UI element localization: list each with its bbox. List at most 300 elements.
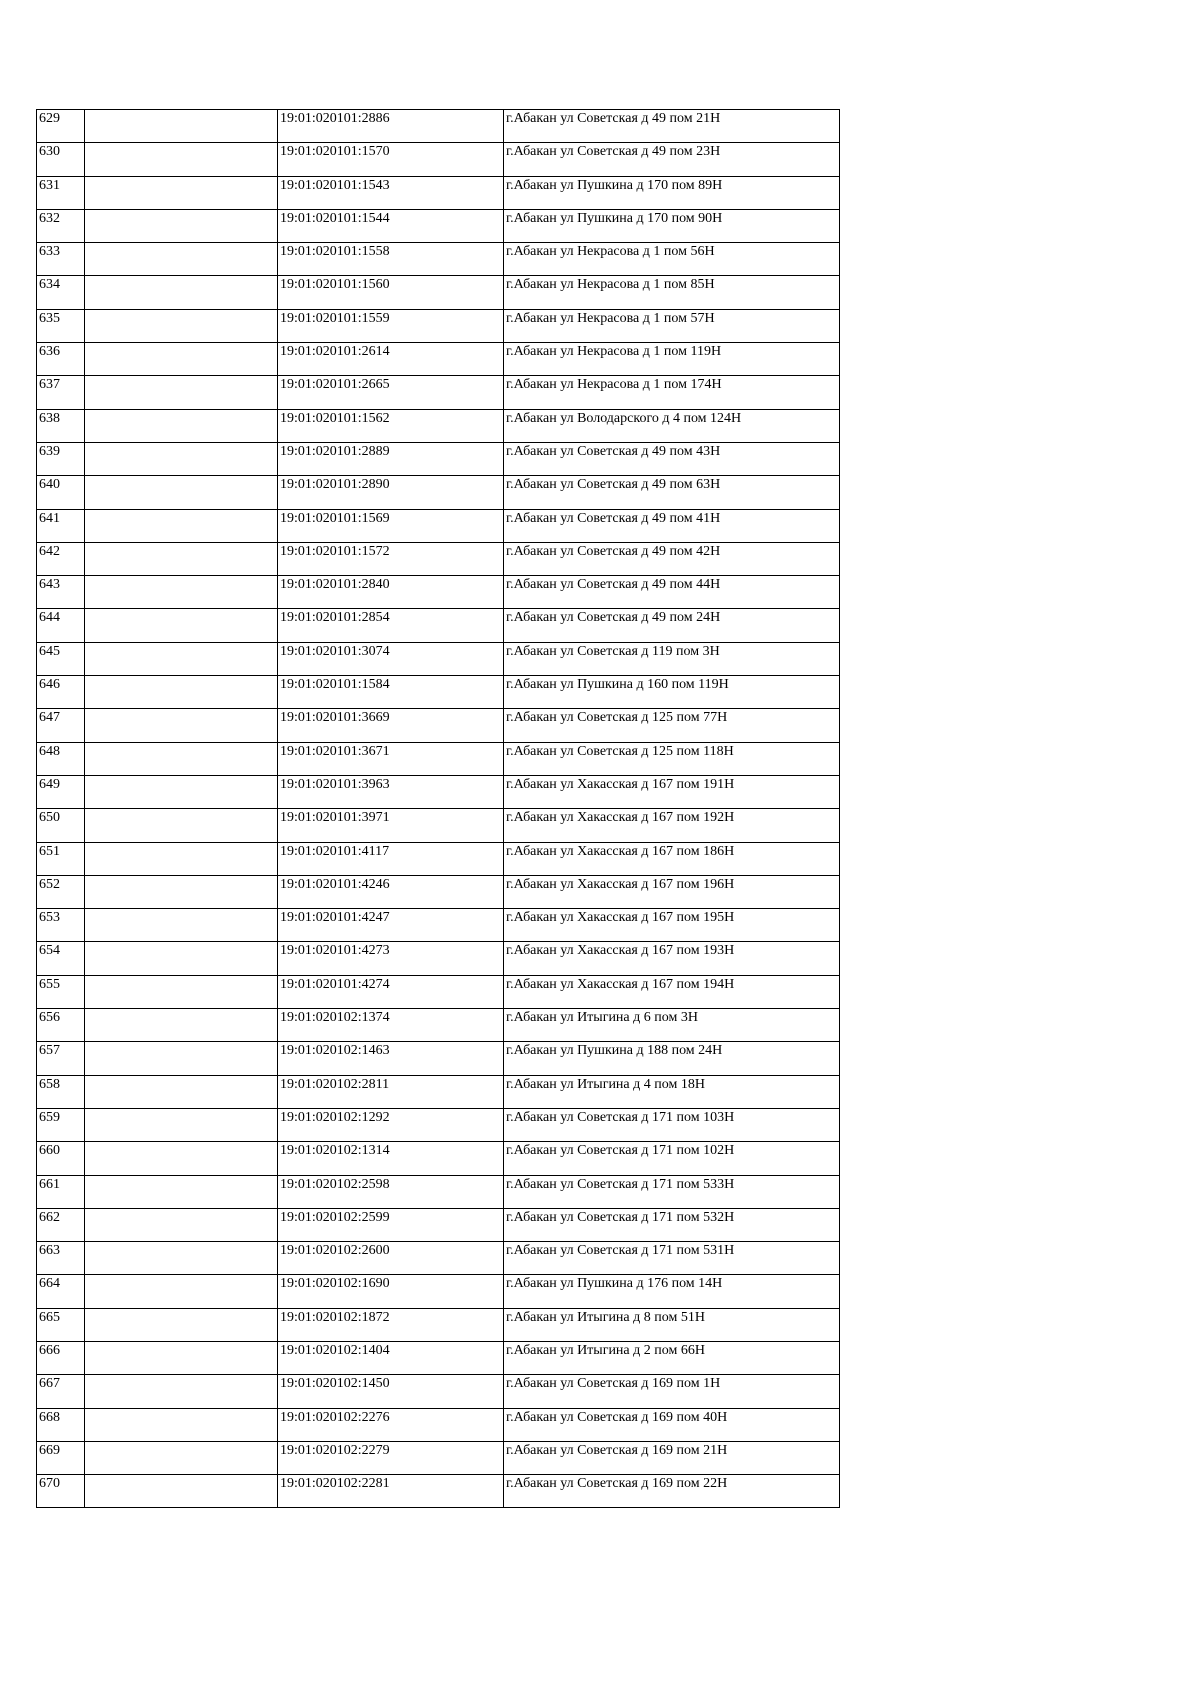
table-row	[37, 143, 840, 176]
row-number-cell-text: 644	[39, 610, 60, 626]
table-row	[37, 1242, 840, 1275]
owner-cell-text	[87, 1442, 277, 1443]
owner-cell	[85, 476, 278, 509]
owner-cell-text	[87, 1309, 277, 1310]
address-cell	[504, 1375, 840, 1408]
table-row	[37, 1009, 840, 1042]
cadastral-number-cell-text: 19:01:020101:4273	[280, 943, 390, 959]
owner-cell-text	[87, 443, 277, 444]
cadastral-number-cell	[278, 1308, 504, 1341]
row-number-cell-text: 629	[39, 111, 60, 126]
owner-cell-text	[87, 243, 277, 244]
table-row	[37, 110, 840, 143]
owner-cell-text	[87, 1409, 277, 1410]
row-number-cell	[37, 1275, 85, 1308]
address-cell	[504, 409, 840, 442]
address-cell	[504, 1242, 840, 1275]
address-cell-text: г.Абакан ул Хакасская д 167 пом 196Н	[506, 876, 735, 892]
row-number-cell-text: 661	[39, 1176, 60, 1192]
address-cell-text: г.Абакан ул Советская д 169 пом 1Н	[506, 1376, 721, 1392]
cadastral-number-cell	[278, 676, 504, 709]
row-number-cell	[37, 1475, 85, 1508]
row-number-cell-text: 648	[39, 743, 60, 759]
row-number-cell-text: 650	[39, 810, 60, 826]
address-cell	[504, 143, 840, 176]
row-number-cell-text: 637	[39, 377, 60, 393]
table-row	[37, 1042, 840, 1075]
owner-cell-text	[87, 510, 277, 511]
cadastral-number-cell-text: 19:01:020102:1872	[280, 1309, 390, 1325]
owner-cell	[85, 909, 278, 942]
owner-cell-text	[87, 1275, 277, 1276]
row-number-cell	[37, 1375, 85, 1408]
address-cell	[504, 442, 840, 475]
row-number-cell	[37, 1142, 85, 1175]
owner-cell-text	[87, 1109, 277, 1110]
owner-cell	[85, 143, 278, 176]
cadastral-number-cell-text: 19:01:020101:1584	[280, 677, 390, 693]
owner-cell-text	[87, 210, 277, 211]
address-cell	[504, 376, 840, 409]
row-number-cell	[37, 276, 85, 309]
cadastral-number-cell-text: 19:01:020101:3963	[280, 776, 390, 792]
address-cell	[504, 1009, 840, 1042]
table-row	[37, 376, 840, 409]
owner-cell	[85, 176, 278, 209]
row-number-cell	[37, 1242, 85, 1275]
cadastral-number-cell	[278, 1475, 504, 1508]
address-cell-text: г.Абакан ул Пушкина д 170 пом 90Н	[506, 210, 723, 226]
cadastral-number-cell	[278, 742, 504, 775]
cadastral-number-cell-text: 19:01:020101:3671	[280, 743, 390, 759]
row-number-cell-text: 649	[39, 776, 60, 792]
table-body	[37, 110, 840, 1508]
address-cell-text: г.Абакан ул Хакасская д 167 пом 186Н	[506, 843, 735, 859]
table-row	[37, 942, 840, 975]
address-cell-text: г.Абакан ул Советская д 49 пом 43Н	[506, 443, 721, 459]
row-number-cell	[37, 1175, 85, 1208]
row-number-cell-text: 667	[39, 1376, 60, 1392]
table-row	[37, 1475, 840, 1508]
owner-cell-text	[87, 1209, 277, 1210]
address-cell-text: г.Абакан ул Некрасова д 1 пом 174Н	[506, 377, 722, 393]
row-number-cell-text: 662	[39, 1209, 60, 1225]
owner-cell-text	[87, 609, 277, 610]
cadastral-number-cell	[278, 1108, 504, 1141]
address-cell	[504, 110, 840, 143]
cadastral-number-cell	[278, 276, 504, 309]
address-cell-text: г.Абакан ул Советская д 49 пом 21Н	[506, 111, 721, 126]
cadastral-number-cell-text: 19:01:020101:3669	[280, 710, 390, 726]
cadastral-number-cell-text: 19:01:020101:4117	[280, 843, 390, 859]
cadastral-number-cell	[278, 243, 504, 276]
address-cell	[504, 1042, 840, 1075]
cadastral-number-cell-text: 19:01:020101:1569	[280, 510, 390, 526]
cadastral-number-cell-text: 19:01:020101:2889	[280, 443, 390, 459]
row-number-cell	[37, 509, 85, 542]
owner-cell	[85, 809, 278, 842]
table-row	[37, 1408, 840, 1441]
owner-cell	[85, 842, 278, 875]
row-number-cell-text: 639	[39, 443, 60, 459]
owner-cell	[85, 1375, 278, 1408]
row-number-cell	[37, 742, 85, 775]
owner-cell-text	[87, 543, 277, 544]
cadastral-number-cell-text: 19:01:020102:2281	[280, 1476, 390, 1492]
table-row	[37, 442, 840, 475]
cadastral-number-cell-text: 19:01:020102:1450	[280, 1376, 390, 1392]
owner-cell	[85, 1175, 278, 1208]
cadastral-number-cell	[278, 709, 504, 742]
cadastral-number-cell	[278, 110, 504, 143]
owner-cell	[85, 442, 278, 475]
cadastral-number-cell-text: 19:01:020102:2599	[280, 1209, 390, 1225]
row-number-cell-text: 641	[39, 510, 60, 526]
cadastral-number-cell	[278, 1341, 504, 1374]
table-row	[37, 775, 840, 808]
cadastral-number-cell-text: 19:01:020101:1562	[280, 410, 390, 426]
cadastral-number-cell	[278, 775, 504, 808]
owner-cell	[85, 409, 278, 442]
cadastral-number-cell-text: 19:01:020101:1572	[280, 543, 390, 559]
address-cell-text: г.Абакан ул Хакасская д 167 пом 192Н	[506, 810, 735, 826]
address-cell	[504, 343, 840, 376]
address-cell	[504, 1441, 840, 1474]
address-cell	[504, 476, 840, 509]
table-row	[37, 343, 840, 376]
address-cell-text: г.Абакан ул Советская д 171 пом 533Н	[506, 1176, 735, 1192]
owner-cell	[85, 576, 278, 609]
cadastral-number-cell-text: 19:01:020101:3074	[280, 643, 390, 659]
table-row	[37, 1208, 840, 1241]
owner-cell	[85, 875, 278, 908]
row-number-cell	[37, 909, 85, 942]
cadastral-number-cell-text: 19:01:020102:1292	[280, 1109, 390, 1125]
cadastral-number-cell-text: 19:01:020102:1690	[280, 1276, 390, 1292]
row-number-cell	[37, 1042, 85, 1075]
address-cell-text: г.Абакан ул Советская д 171 пом 532Н	[506, 1209, 735, 1225]
cadastral-number-cell	[278, 209, 504, 242]
table-row	[37, 542, 840, 575]
owner-cell	[85, 1275, 278, 1308]
row-number-cell-text: 670	[39, 1476, 60, 1492]
address-cell	[504, 176, 840, 209]
row-number-cell-text: 668	[39, 1409, 60, 1425]
owner-cell	[85, 1242, 278, 1275]
address-cell-text: г.Абакан ул Советская д 125 пом 77Н	[506, 710, 728, 726]
table-row	[37, 243, 840, 276]
cadastral-number-cell-text: 19:01:020102:2600	[280, 1243, 390, 1259]
owner-cell	[85, 676, 278, 709]
owner-cell	[85, 209, 278, 242]
address-cell-text: г.Абакан ул Пушкина д 160 пом 119Н	[506, 677, 729, 693]
row-number-cell-text: 634	[39, 277, 60, 293]
row-number-cell	[37, 1009, 85, 1042]
cadastral-number-cell	[278, 1142, 504, 1175]
address-cell	[504, 642, 840, 675]
table-row	[37, 1308, 840, 1341]
address-cell-text: г.Абакан ул Советская д 171 пом 102Н	[506, 1143, 735, 1159]
row-number-cell-text: 656	[39, 1010, 60, 1026]
address-cell-text: г.Абакан ул Хакасская д 167 пом 193Н	[506, 943, 735, 959]
owner-cell	[85, 1441, 278, 1474]
cadastral-number-cell-text: 19:01:020101:1570	[280, 144, 390, 160]
row-number-cell-text: 645	[39, 643, 60, 659]
table-row	[37, 709, 840, 742]
row-number-cell-text: 646	[39, 677, 60, 693]
cadastral-number-cell-text: 19:01:020101:4274	[280, 976, 390, 992]
row-number-cell-text: 642	[39, 543, 60, 559]
table-row	[37, 809, 840, 842]
owner-cell	[85, 975, 278, 1008]
cadastral-number-cell	[278, 376, 504, 409]
address-cell	[504, 676, 840, 709]
cadastral-number-cell-text: 19:01:020102:2811	[280, 1076, 390, 1092]
row-number-cell-text: 655	[39, 976, 60, 992]
row-number-cell	[37, 875, 85, 908]
property-table	[36, 109, 840, 1508]
cadastral-number-cell-text: 19:01:020101:2886	[280, 111, 390, 126]
table-row	[37, 276, 840, 309]
owner-cell	[85, 1142, 278, 1175]
row-number-cell	[37, 1108, 85, 1141]
address-cell	[504, 909, 840, 942]
cadastral-number-cell-text: 19:01:020101:4246	[280, 876, 390, 892]
address-cell-text: г.Абакан ул Советская д 169 пом 21Н	[506, 1442, 728, 1458]
address-cell	[504, 742, 840, 775]
cadastral-number-cell	[278, 1009, 504, 1042]
table-row	[37, 742, 840, 775]
owner-cell	[85, 1475, 278, 1508]
cadastral-number-cell	[278, 176, 504, 209]
cadastral-number-cell	[278, 1175, 504, 1208]
row-number-cell	[37, 442, 85, 475]
row-number-cell-text: 632	[39, 210, 60, 226]
row-number-cell-text: 660	[39, 1143, 60, 1159]
table-row	[37, 576, 840, 609]
table-row	[37, 1441, 840, 1474]
owner-cell	[85, 1075, 278, 1108]
owner-cell-text	[87, 143, 277, 144]
cadastral-number-cell	[278, 875, 504, 908]
address-cell	[504, 1408, 840, 1441]
cadastral-number-cell	[278, 809, 504, 842]
address-cell	[504, 1208, 840, 1241]
row-number-cell	[37, 309, 85, 342]
address-cell	[504, 975, 840, 1008]
owner-cell-text	[87, 1076, 277, 1077]
row-number-cell-text: 669	[39, 1442, 60, 1458]
owner-cell-text	[87, 1475, 277, 1476]
owner-cell-text	[87, 310, 277, 311]
row-number-cell-text: 651	[39, 843, 60, 859]
address-cell-text: г.Абакан ул Итыгина д 8 пом 51Н	[506, 1309, 705, 1325]
cadastral-number-cell-text: 19:01:020102:2279	[280, 1442, 390, 1458]
address-cell-text: г.Абакан ул Советская д 49 пом 63Н	[506, 477, 721, 493]
cadastral-number-cell	[278, 343, 504, 376]
address-cell	[504, 775, 840, 808]
row-number-cell	[37, 176, 85, 209]
owner-cell	[85, 1042, 278, 1075]
owner-cell	[85, 1108, 278, 1141]
table-row	[37, 509, 840, 542]
table-row	[37, 1175, 840, 1208]
table-row	[37, 309, 840, 342]
row-number-cell	[37, 609, 85, 642]
cadastral-number-cell	[278, 576, 504, 609]
row-number-cell	[37, 1208, 85, 1241]
owner-cell	[85, 509, 278, 542]
cadastral-number-cell-text: 19:01:020102:1374	[280, 1010, 390, 1026]
cadastral-number-cell	[278, 509, 504, 542]
address-cell	[504, 1108, 840, 1141]
table-row	[37, 642, 840, 675]
owner-cell	[85, 1408, 278, 1441]
owner-cell-text	[87, 1009, 277, 1010]
address-cell-text: г.Абакан ул Пушкина д 188 пом 24Н	[506, 1043, 723, 1059]
row-number-cell-text: 640	[39, 477, 60, 493]
address-cell-text: г.Абакан ул Советская д 171 пом 103Н	[506, 1109, 735, 1125]
cadastral-number-cell-text: 19:01:020101:1558	[280, 244, 390, 260]
owner-cell	[85, 276, 278, 309]
cadastral-number-cell-text: 19:01:020101:1560	[280, 277, 390, 293]
row-number-cell	[37, 942, 85, 975]
address-cell-text: г.Абакан ул Пушкина д 170 пом 89Н	[506, 177, 723, 193]
address-cell-text: г.Абакан ул Советская д 169 пом 40Н	[506, 1409, 728, 1425]
cadastral-number-cell	[278, 1441, 504, 1474]
table-row	[37, 176, 840, 209]
cadastral-number-cell	[278, 642, 504, 675]
owner-cell-text	[87, 809, 277, 810]
cadastral-number-cell	[278, 476, 504, 509]
row-number-cell	[37, 409, 85, 442]
cadastral-number-cell	[278, 1042, 504, 1075]
owner-cell-text	[87, 476, 277, 477]
row-number-cell	[37, 1075, 85, 1108]
owner-cell-text	[87, 1042, 277, 1043]
cadastral-number-cell-text: 19:01:020102:2276	[280, 1409, 390, 1425]
row-number-cell-text: 630	[39, 144, 60, 160]
cadastral-number-cell-text: 19:01:020101:2665	[280, 377, 390, 393]
owner-cell-text	[87, 1176, 277, 1177]
row-number-cell-text: 657	[39, 1043, 60, 1059]
row-number-cell	[37, 709, 85, 742]
cadastral-number-cell	[278, 842, 504, 875]
owner-cell-text	[87, 1242, 277, 1243]
address-cell	[504, 709, 840, 742]
row-number-cell-text: 635	[39, 310, 60, 326]
cadastral-number-cell-text: 19:01:020101:4247	[280, 910, 390, 926]
row-number-cell-text: 659	[39, 1109, 60, 1125]
cadastral-number-cell	[278, 442, 504, 475]
table-row	[37, 409, 840, 442]
owner-cell	[85, 742, 278, 775]
cadastral-number-cell	[278, 1375, 504, 1408]
row-number-cell	[37, 1341, 85, 1374]
owner-cell	[85, 1009, 278, 1042]
row-number-cell	[37, 343, 85, 376]
address-cell	[504, 875, 840, 908]
address-cell-text: г.Абакан ул Итыгина д 4 пом 18Н	[506, 1076, 705, 1092]
row-number-cell	[37, 676, 85, 709]
owner-cell	[85, 1208, 278, 1241]
table-row	[37, 209, 840, 242]
cadastral-number-cell	[278, 1208, 504, 1241]
address-cell	[504, 509, 840, 542]
row-number-cell-text: 663	[39, 1243, 60, 1259]
owner-cell-text	[87, 376, 277, 377]
owner-cell	[85, 1308, 278, 1341]
owner-cell-text	[87, 1142, 277, 1143]
address-cell-text: г.Абакан ул Хакасская д 167 пом 191Н	[506, 776, 735, 792]
table-row	[37, 476, 840, 509]
cadastral-number-cell	[278, 1242, 504, 1275]
address-cell-text: г.Абакан ул Некрасова д 1 пом 85Н	[506, 277, 715, 293]
cadastral-number-cell	[278, 609, 504, 642]
owner-cell-text	[87, 576, 277, 577]
address-cell-text: г.Абакан ул Советская д 171 пом 531Н	[506, 1243, 735, 1259]
row-number-cell	[37, 476, 85, 509]
cadastral-number-cell-text: 19:01:020101:1543	[280, 177, 390, 193]
row-number-cell-text: 647	[39, 710, 60, 726]
owner-cell-text	[87, 743, 277, 744]
address-cell	[504, 809, 840, 842]
row-number-cell	[37, 542, 85, 575]
owner-cell	[85, 343, 278, 376]
owner-cell-text	[87, 709, 277, 710]
table-row	[37, 1142, 840, 1175]
owner-cell-text	[87, 177, 277, 178]
cadastral-number-cell	[278, 143, 504, 176]
address-cell	[504, 1175, 840, 1208]
address-cell-text: г.Абакан ул Володарского д 4 пом 124Н	[506, 410, 742, 426]
owner-cell-text	[87, 776, 277, 777]
cadastral-number-cell	[278, 1275, 504, 1308]
address-cell-text: г.Абакан ул Советская д 49 пом 42Н	[506, 543, 721, 559]
address-cell-text: г.Абакан ул Некрасова д 1 пом 119Н	[506, 344, 722, 360]
table-row	[37, 875, 840, 908]
row-number-cell-text: 665	[39, 1309, 60, 1325]
row-number-cell-text: 658	[39, 1076, 60, 1092]
address-cell	[504, 609, 840, 642]
row-number-cell	[37, 376, 85, 409]
row-number-cell	[37, 775, 85, 808]
address-cell-text: г.Абакан ул Итыгина д 6 пом 3Н	[506, 1010, 698, 1026]
row-number-cell	[37, 243, 85, 276]
address-cell	[504, 1475, 840, 1508]
cadastral-number-cell-text: 19:01:020102:1463	[280, 1043, 390, 1059]
row-number-cell	[37, 642, 85, 675]
owner-cell-text	[87, 276, 277, 277]
row-number-cell	[37, 209, 85, 242]
cadastral-number-cell-text: 19:01:020101:2854	[280, 610, 390, 626]
row-number-cell-text: 643	[39, 577, 60, 593]
owner-cell-text	[87, 942, 277, 943]
address-cell	[504, 542, 840, 575]
cadastral-number-cell	[278, 542, 504, 575]
row-number-cell-text: 652	[39, 876, 60, 892]
cadastral-number-cell-text: 19:01:020102:1314	[280, 1143, 390, 1159]
owner-cell	[85, 642, 278, 675]
address-cell	[504, 243, 840, 276]
row-number-cell-text: 664	[39, 1276, 60, 1292]
owner-cell	[85, 709, 278, 742]
cadastral-number-cell-text: 19:01:020101:2840	[280, 577, 390, 593]
owner-cell	[85, 942, 278, 975]
table-row	[37, 1275, 840, 1308]
cadastral-number-cell-text: 19:01:020102:1404	[280, 1342, 390, 1358]
cadastral-number-cell-text: 19:01:020101:1544	[280, 210, 390, 226]
